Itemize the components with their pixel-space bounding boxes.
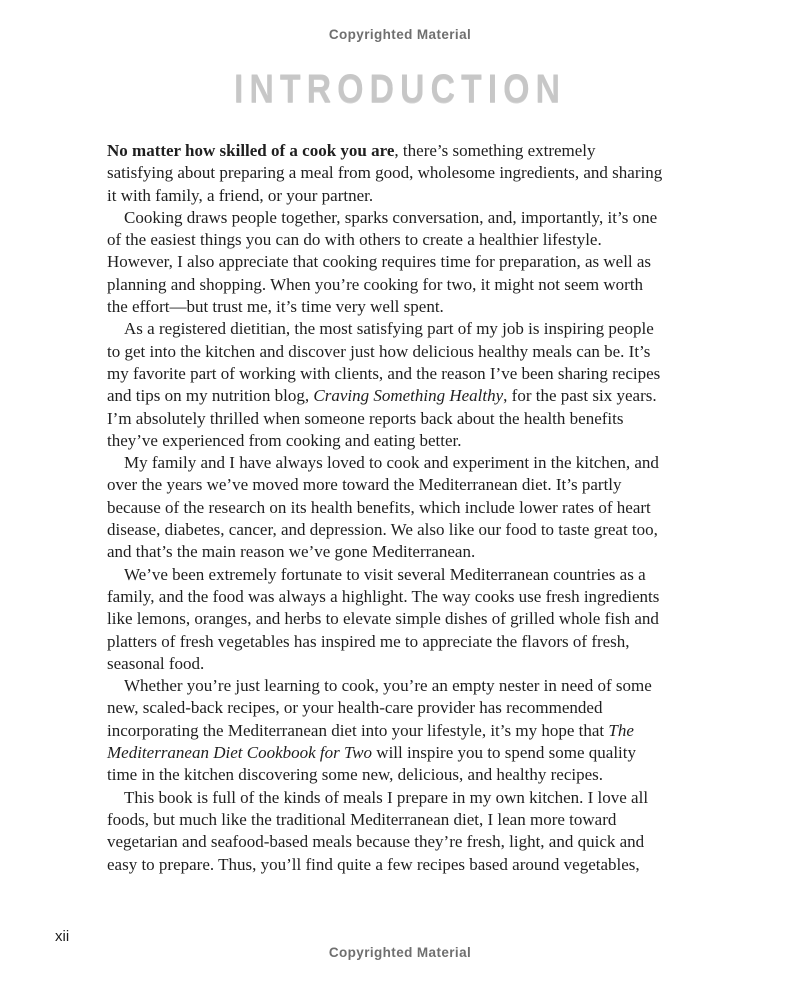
copyright-notice-top: Copyrighted Material (328, 27, 472, 42)
paragraph-2-text: Cooking draws people together, sparks conversation, and, importantly, it’s one of the easiest things you can do with others to create a healthier lifestyle. However, I also appreciate that cooking requires time for preparation, as well as planning and shopping. When you’re cooking for two, it might not seem worth the effort—but trust me, it’s time very well spent. (107, 207, 658, 317)
paragraph-6-text-a: Whether you’re just learning to cook, you’re an empty nester in need of some new, scaled-back recipes, or your health-care provider has recommended incorporating the Mediterranean diet into your lifestyle, it’s my hope that (107, 676, 652, 740)
paragraph-6 (107, 675, 663, 786)
paragraph-4 (107, 452, 663, 563)
paragraph-3 (107, 318, 663, 452)
blog-title: Craving Something Healthy (313, 386, 504, 406)
paragraph-1-text: , there’s something extremely satisfying about preparing a meal from good, wholesome ingredients, and sharing it with family, a friend, or your partner. (107, 141, 663, 205)
paragraph-5 (107, 564, 663, 675)
copyright-notice-bottom: Copyrighted Material (328, 945, 472, 960)
paragraph-6-text-b: will inspire you to spend some quality time in the kitchen discovering some new, delicious, and healthy recipes. (107, 743, 636, 785)
paragraph-2 (107, 207, 663, 318)
book-title: The Mediterranean Diet Cookbook for Two (107, 720, 634, 763)
paragraph-7 (107, 787, 663, 876)
paragraph-5-text: We’ve been extremely fortunate to visit several Mediterranean countries as a family, and the food was always a highlight. The way cooks use fresh ingredients like lemons, oranges, and herbs to elevate simple dishes of grilled whole fish and platters of fresh vegetables has inspired me to appreciate the flavors of fresh, seasonal food. (107, 564, 660, 673)
body-text (107, 140, 663, 876)
paragraph-4-text: My family and I have always loved to cook and experiment in the kitchen, and over the years we’ve moved more toward the Mediterranean diet. It’s partly because of the research on its health benefits, which include lower rates of heart disease, diabetes, cancer, and depression. We also like our food to taste great too, and that’s the main reason we’ve gone Mediterranean. (107, 453, 659, 562)
bold-lead-in: No matter how skilled of a cook you are (107, 141, 395, 160)
paragraph-7-text: This book is full of the kinds of meals I prepare in my own kitchen. I love all foods, but much like the traditional Mediterranean diet, I lean more toward vegetarian and seafood-based meals because they’re fresh, light, and quick and easy to prepare. Thus, you’ll find quite a few recipes based around vegetables, (107, 787, 649, 874)
page-title: INTRODUCTION (233, 67, 567, 111)
page-number: xii (55, 928, 70, 945)
paragraph-1 (107, 140, 663, 207)
paragraph-3-text-b: , for the past six years. I’m absolutely thrilled when someone reports back about the health benefits they’ve experienced from cooking and eating better. (107, 386, 657, 450)
paragraph-3-text-a: As a registered dietitian, the most satisfying part of my job is inspiring people to get into the kitchen and discover just how delicious healthy meals can be. It’s my favorite part of working with clients, and the reason I’ve been sharing recipes and tips on my nutrition blog, (107, 319, 661, 406)
